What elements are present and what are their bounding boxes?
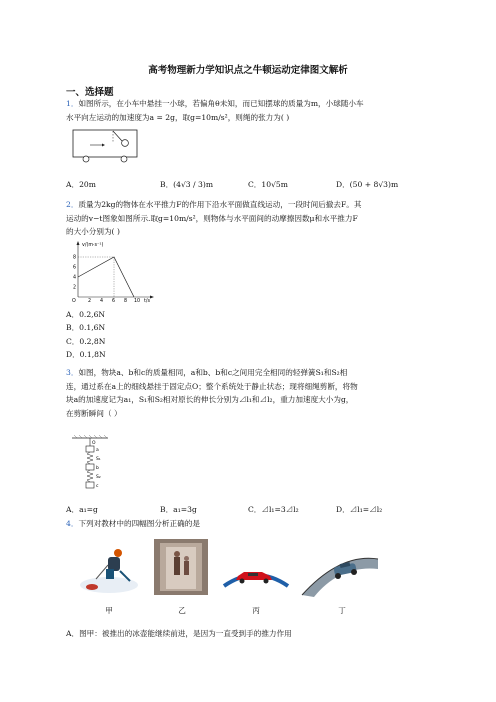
q4-option-a: A．图甲：被推出的冰壶能继续前进，是因为一直受到手的推力作用 [66, 629, 292, 638]
x-tick: 6 [112, 299, 116, 304]
question-text: 如图，物块a、b和c的质量相同，a和b、b和c之间用完全相同的轻弹簧S₁和S₂相 [78, 368, 348, 377]
y-tick: 4 [73, 275, 77, 281]
cart-pendulum-figure [72, 128, 138, 164]
racing-car-picture [300, 545, 380, 599]
q3-option-a: A．a₁=g [66, 505, 98, 514]
question-text: 块a的加速度记为a₁，S₁和S₂相对原长的伸长分别为⊿l₁和⊿l₂，重力加速度大小为g， [66, 395, 354, 404]
question-text: 水平向左运动的加速度为a = 2g，取g=10m/s²，则绳的张力为( ) [66, 112, 290, 122]
q2-option-c: C．0.2,8N [66, 337, 106, 346]
q3-option-c: C．⊿l₁=3⊿l₂ [248, 505, 299, 514]
origin-label: O [72, 299, 76, 304]
q2-option-a: A．0.2,6N [66, 310, 106, 319]
caption-yi: 乙 [178, 606, 186, 615]
x-tick: 10 [134, 299, 141, 304]
y-tick: 8 [73, 255, 77, 261]
block-b-label: b [96, 466, 99, 471]
car-on-bridge-picture [222, 560, 290, 596]
question-3 [66, 366, 446, 420]
question-text: 的大小分别为( ) [66, 227, 120, 236]
question-number: 4． [66, 519, 79, 528]
curling-picture [78, 535, 140, 599]
question-text: 在剪断瞬间（ ） [66, 408, 122, 418]
q3-option-b: B．a₁=3g [160, 505, 197, 514]
elevator-picture [150, 535, 212, 599]
spring-s1-label: S₁ [96, 457, 101, 462]
fixed-point-label: O [92, 441, 96, 446]
caption-bing: 丙 [252, 606, 260, 615]
q1-option-c: C．10√5m [248, 180, 288, 189]
q1-option-b: B．(4√3 / 3)m [160, 180, 214, 189]
x-tick: 2 [88, 299, 92, 304]
question-4 [66, 517, 446, 531]
x-tick: 8 [124, 299, 128, 304]
spring-blocks-figure [70, 432, 116, 500]
question-1 [66, 97, 446, 124]
y-tick: 2 [73, 285, 77, 291]
q2-option-b: B．0.1,6N [66, 323, 106, 332]
caption-ding: 丁 [338, 606, 346, 615]
v-t-graph [68, 240, 158, 304]
q1-option-a: A．20m [66, 180, 96, 189]
question-text: 连，通过系在a上的细线悬挂于固定点O；整个系统处于静止状态；现将细绳剪断，将物 [66, 381, 358, 391]
question-number: 1． [66, 99, 79, 108]
q3-option-d: D．⊿l₁=⊿l₂ [336, 505, 383, 514]
question-text: 下列对教材中的四幅图分析正确的是 [78, 519, 200, 528]
question-number: 3． [66, 368, 79, 377]
caption-jia: 甲 [105, 606, 113, 615]
block-a-label: a [96, 448, 99, 453]
block-c-label: c [96, 484, 99, 489]
question-text: 运动的v−t图象如图所示.取g=10m/s²，则物体与水平面间的动摩擦因数μ和水平推力F [66, 213, 358, 223]
x-tick: 4 [100, 299, 104, 304]
spring-s2-label: S₂ [96, 475, 101, 480]
q1-option-d: D．(50 + 8√3)m [336, 180, 399, 189]
question-number: 2． [66, 200, 79, 209]
x-axis-label: t/s [144, 299, 150, 304]
question-text: 质量为2kg的物体在水平推力F的作用下沿水平面做直线运动，一段时间后撤去F。其 [78, 200, 362, 209]
y-tick: 6 [73, 265, 77, 271]
question-text: 如图所示，在小车中悬挂一小球，若偏角θ未知，而已知摆球的质量为m，小球随小车 [78, 99, 364, 108]
q2-option-d: D．0.1,8N [66, 350, 106, 359]
section-heading: 一、选择题 [66, 87, 114, 98]
question-2 [66, 198, 446, 239]
document-title: 高考物理新力学知识点之牛顿运动定律图文解析 [148, 65, 348, 76]
y-axis-label: v/(m·s⁻¹) [82, 243, 104, 248]
